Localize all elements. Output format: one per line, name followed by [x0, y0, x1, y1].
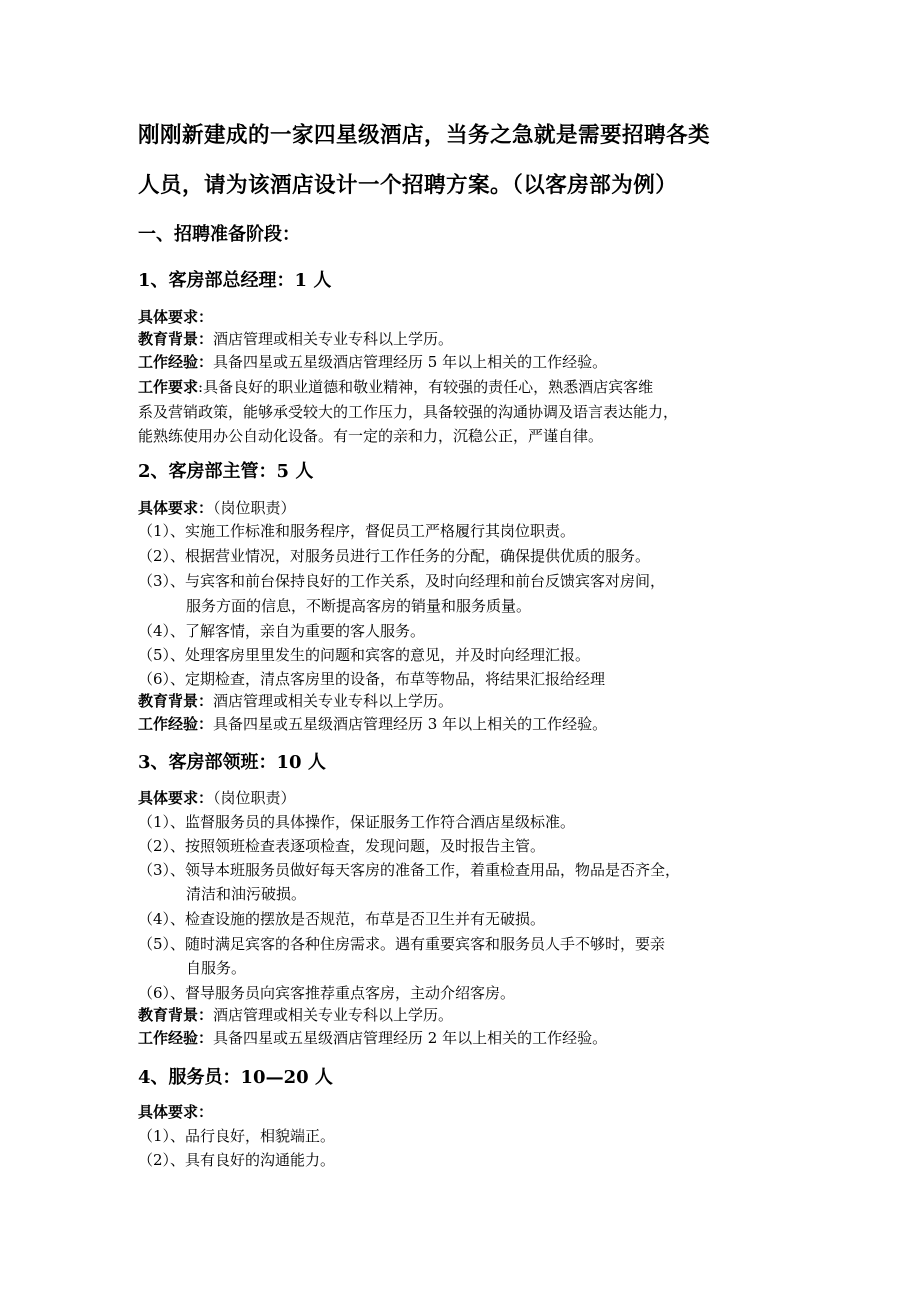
document-title-line-2: 人员，请为该酒店设计一个招聘方案。（以客房部为例）	[138, 173, 678, 198]
duty-item: （5）、处理客房里里发生的问题和宾客的意见，并及时向经理汇报。	[138, 646, 591, 664]
document-title-line-1: 刚刚新建成的一家四星级酒店，当务之急就是需要招聘各类	[138, 123, 711, 148]
education-label: 教育背景：	[138, 1006, 214, 1024]
education-line	[138, 329, 788, 350]
duty-item: （2）、根据营业情况，对服务员进行工作任务的分配，确保提供优质的服务。	[138, 547, 651, 565]
role-heading-attendant: 4、服务员：10—20 人	[138, 1067, 333, 1088]
work-requirements-line-3: 能熟练使用办公自动化设备。有一定的亲和力，沉稳公正，严谨自律。	[138, 427, 604, 445]
duty-item-continuation: 服务方面的信息，不断提高客房的销量和服务质量。	[186, 597, 532, 615]
duty-item-continuation: 清洁和油污破损。	[186, 885, 307, 903]
requirements-note: （岗位职责）	[213, 499, 296, 517]
duty-item: （5）、随时满足宾客的各种住房需求。遇有重要宾客和服务员人手不够时，要亲	[138, 935, 666, 953]
role-heading-team-leader: 3、客房部领班：10 人	[138, 752, 326, 773]
experience-line	[138, 352, 788, 373]
requirements-note: （岗位职责）	[213, 789, 296, 807]
requirements-line	[138, 788, 788, 809]
work-requirements-line-1	[138, 377, 788, 398]
experience-label: 工作经验：	[138, 1029, 214, 1047]
experience-label: 工作经验：	[138, 715, 214, 733]
education-label: 教育背景：	[138, 330, 214, 348]
work-requirements-text-1: :具备良好的职业道德和敬业精神，有较强的责任心，熟悉酒店宾客维	[198, 378, 654, 396]
requirements-label	[138, 1102, 788, 1123]
work-requirements-line-2: 系及营销政策，能够承受较大的工作压力，具备较强的沟通协调及语言表达能力，	[138, 403, 679, 421]
duty-item: （4）、检查设施的摆放是否规范，布草是否卫生并有无破损。	[138, 910, 546, 928]
duty-item: （1）、监督服务员的具体操作，保证服务工作符合酒店星级标准。	[138, 813, 576, 831]
requirements-line	[138, 498, 788, 519]
duty-item: （6）、督导服务员向宾客推荐重点客房，主动介绍客房。	[138, 984, 516, 1002]
experience-text: 具备四星或五星级酒店管理经历 3 年以上相关的工作经验。	[213, 715, 608, 733]
education-text: 酒店管理或相关专业专科以上学历。	[213, 1006, 454, 1024]
requirements-label-text: 具体要求：	[138, 499, 214, 517]
duty-item: （2）、按照领班检查表逐项检查，发现问题，及时报告主管。	[138, 837, 546, 855]
duty-item: （3）、与宾客和前台保持良好的工作关系，及时向经理和前台反馈宾客对房间，	[138, 572, 666, 590]
duty-item: （3）、领导本班服务员做好每天客房的准备工作，着重检查用品，物品是否齐全，	[138, 861, 681, 879]
duty-item: （6）、定期检查，清点客房里的设备，布草等物品，将结果汇报给经理	[138, 670, 606, 688]
role-heading-general-manager: 1、客房部总经理：1 人	[138, 270, 332, 291]
education-label: 教育背景：	[138, 692, 214, 710]
experience-text: 具备四星或五星级酒店管理经历 5 年以上相关的工作经验。	[213, 353, 608, 371]
duty-item-continuation: 自服务。	[186, 959, 247, 977]
duty-item: （2）、具有良好的沟通能力。	[138, 1151, 336, 1169]
experience-text: 具备四星或五星级酒店管理经历 2 年以上相关的工作经验。	[213, 1029, 608, 1047]
education-text: 酒店管理或相关专业专科以上学历。	[213, 330, 454, 348]
duty-item: （4）、了解客情，亲自为重要的客人服务。	[138, 622, 426, 640]
duty-item: （1）、实施工作标准和服务程序，督促员工严格履行其岗位职责。	[138, 522, 576, 540]
requirements-label-text: 具体要求：	[138, 1103, 214, 1121]
experience-line	[138, 714, 788, 735]
section-heading: 一、招聘准备阶段：	[138, 224, 300, 245]
education-line	[138, 691, 788, 712]
duty-item: （1）、品行良好，相貌端正。	[138, 1127, 336, 1145]
experience-label: 工作经验：	[138, 353, 214, 371]
education-line	[138, 1005, 788, 1026]
work-requirements-label: 工作要求	[138, 378, 199, 396]
role-heading-supervisor: 2、客房部主管：5 人	[138, 461, 314, 482]
requirements-label-text: 具体要求：	[138, 789, 214, 807]
education-text: 酒店管理或相关专业专科以上学历。	[213, 692, 454, 710]
requirements-label	[138, 307, 788, 328]
experience-line	[138, 1028, 788, 1049]
requirements-label-text: 具体要求：	[138, 308, 214, 326]
